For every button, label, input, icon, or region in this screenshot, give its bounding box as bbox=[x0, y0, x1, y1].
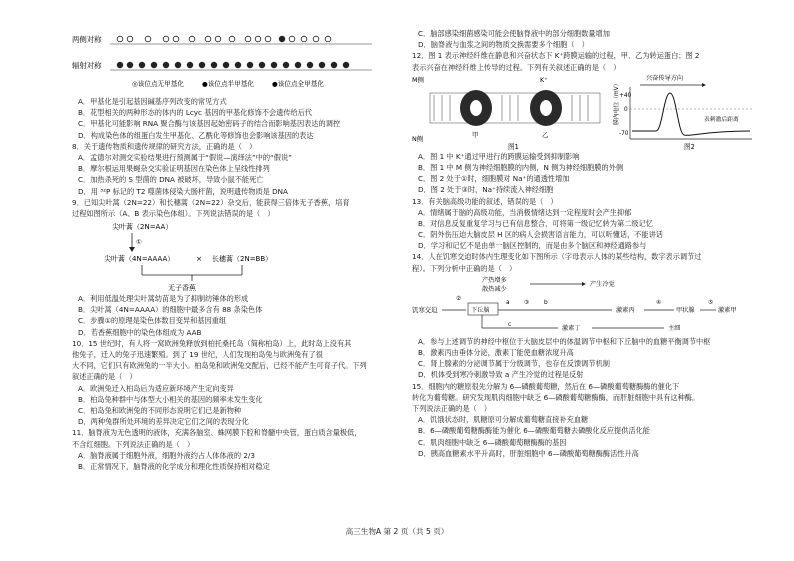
left-column bbox=[72, 28, 392, 472]
q7-option-a[interactable]: A．甲基化是引起基因碱基序列改变的常见方式 bbox=[78, 97, 227, 106]
q14-regulation-figure bbox=[412, 274, 764, 336]
legend-fullmethylated: ●该位点全甲基化 bbox=[272, 80, 324, 88]
fig2-caption: 图2 bbox=[684, 142, 695, 151]
fig1-yi-label: 乙 bbox=[542, 130, 549, 139]
q11-stem-line1: 11．脑脊液为无色透明的液体，充满各脑室、蛛网膜下腔和脊髓中央管，蛋白质含量极低， bbox=[72, 428, 362, 438]
q14-hormone-jia: 激素甲 bbox=[718, 306, 737, 314]
q9-option-c[interactable]: C．步骤①的原理是染色体数目变异和基因重组 bbox=[78, 316, 227, 326]
q11-stem-line2: 不含红细胞。下列说法正确的是（ ） bbox=[72, 439, 195, 449]
fig2-action-potential-curve bbox=[632, 93, 750, 135]
methylation-figure bbox=[72, 28, 392, 96]
legend-unmethylated: ◎该位点无甲基化 bbox=[132, 80, 184, 88]
q12-stem-line2: 表示兴奋在神经纤维上传导的过程。下列有关叙述正确的是（ ） bbox=[412, 62, 621, 72]
q9-fig-times: × bbox=[196, 254, 203, 264]
fig1-lipid-heads bbox=[434, 95, 588, 121]
q12-stem-line1: 12．图 1 表示神经纤维在静息和兴奋状态下 K⁺跨膜运输的过程，甲、乙为转运蛋白；图 2 bbox=[412, 51, 700, 61]
row1-sites bbox=[117, 36, 331, 42]
q9-fig-top: 尖叶蒿（2N=AA） bbox=[112, 223, 173, 232]
fig2-direction-label: 兴奋传导方向 bbox=[646, 74, 684, 82]
row2-sites bbox=[117, 62, 349, 68]
q14-letter-c: c bbox=[508, 321, 512, 328]
q14-hunger-cold: 饥寒交迫 bbox=[412, 305, 438, 314]
fig1-membrane-area bbox=[430, 93, 600, 123]
fig1-n-side-label: N侧 bbox=[412, 134, 424, 143]
fig2-direction-arrowhead bbox=[702, 83, 706, 87]
q15-stem-line1: 15．细胞内的糖原很先分解为 6—磷酸葡萄糖，然后在 6—磷酸葡萄糖酶酶的催化下 bbox=[412, 381, 680, 391]
methylation-diagram bbox=[72, 28, 392, 96]
q14-option-a[interactable]: A．参与上述调节的神经中枢位于大脑皮层中的体温调节中枢和下丘脑中的血糖平衡调节中枢 bbox=[418, 336, 711, 346]
fig1-channel-jia-pore bbox=[470, 100, 482, 116]
q15-stem-line3: 下列说法正确的是（ ） bbox=[412, 403, 492, 413]
q11-option-b[interactable]: B．正常情况下，脑脊液的化学成分和理化性质保持相对稳定 bbox=[78, 461, 270, 471]
q12-figures bbox=[412, 73, 764, 151]
q9-fig-mid-left: 尖叶蒿（4N=AAAA） bbox=[104, 255, 175, 264]
fig2-tick-minus70: -70 bbox=[619, 130, 629, 137]
q13-option-a[interactable]: A．情绪属于脑的高级功能，当消极情绪达到一定程度时会产生抑郁 bbox=[418, 207, 632, 217]
q12-membrane-diagrams bbox=[412, 73, 764, 151]
q8-option-d[interactable]: D．用 ³²P 标记的 T2 噬菌体侵染大肠杆菌，说明遗传物质是 DNA bbox=[78, 186, 288, 196]
fig2-ylabel: 膜内电位（mV） bbox=[614, 80, 620, 125]
fig1-m-side-label: M侧 bbox=[412, 75, 424, 84]
q9-fig-mid-right: 长穗蒿（2N=BB） bbox=[212, 255, 273, 264]
fig1-channel-yi-pore bbox=[540, 100, 552, 116]
q13-option-b[interactable]: B．对信息反复重复学习与已有信息整合，可将第一级记忆转为第二级记忆 bbox=[418, 218, 653, 228]
q14-hormone-bing: 激素丙 bbox=[616, 306, 635, 314]
q13-option-c[interactable]: C．阴外伤压迫大脑皮层 H 区的病人会损害语言能力，可以听懂话，不能讲话 bbox=[418, 230, 663, 240]
q14-marker-4: ④ bbox=[656, 299, 662, 306]
q15-option-b[interactable]: B．6—磷酸葡萄糖酶酶能为催化 6—磷酸葡萄糖去磷酸化反应提供活化能 bbox=[418, 426, 650, 436]
q10-stem-line1: 10．15 世纪时，有人将一窝欧洲兔释放到柏托桑托岛（简称柏岛）上，此时岛上没有其 bbox=[72, 338, 352, 348]
q14-flow-diagram bbox=[412, 274, 764, 336]
q14-stem-line1: 14．人在饥寒交迫时体内生理变化如下图所示（字母表示人体的某些结构，数字表示调节过 bbox=[412, 252, 702, 262]
row2-label: 辐射对称 bbox=[72, 61, 102, 70]
fig1-jia-label: 甲 bbox=[472, 130, 479, 139]
legend-hemimethylated: ●该位点半甲基化 bbox=[202, 80, 254, 88]
question-9 bbox=[72, 197, 392, 338]
q11-option-a[interactable]: A．脑脊液属于细胞外液，细胞外液约占人体体液的 2/3 bbox=[78, 450, 255, 460]
q14-stem-line2: 程）。下列分析中正确的是（ ） bbox=[412, 263, 517, 273]
q9-option-d[interactable]: D．若香蕉细胞中的染色体组成为 AAB bbox=[78, 327, 202, 337]
q10-stem-line3: 大不同，它们只有欧洲兔的一半大小。柏岛兔和欧洲兔交配后，已经不能产生可育子代。下列 bbox=[72, 361, 367, 371]
q14-option-b[interactable]: B．激素丙由垂体分泌，激素丁能使血糖浓度升高 bbox=[418, 348, 574, 357]
q12-option-b[interactable]: B．图 1 中 M 侧为神经细胞膜的内侧，N 侧为神经细胞膜的外侧 bbox=[418, 162, 624, 172]
q9-option-a[interactable]: A．利用低温处理尖叶蒿幼苗是为了抑制纺锤体的形成 bbox=[78, 294, 249, 304]
question-8 bbox=[72, 141, 392, 197]
q14-marker-5: ⑤ bbox=[708, 299, 714, 306]
q9-step-marker: ① bbox=[136, 238, 142, 247]
q7-option-d[interactable]: D．构成染色体的组蛋白发生甲基化、乙酰化等修饰也会影响该基因的表达 bbox=[78, 130, 314, 140]
q13-stem: 13．有关脑高级功能的叙述，错误的是（ ） bbox=[412, 196, 558, 206]
q14-letter-b: b bbox=[544, 299, 548, 306]
q13-option-d[interactable]: D．学习和记忆不是由单一脑区控制的，而是由多个脑区和神经通路参与 bbox=[418, 241, 647, 251]
fig1-caption: 图1 bbox=[508, 142, 519, 151]
q11-option-c[interactable]: C．脑部感染细菌感染可能会使脑脊液中的部分细胞数量增加 bbox=[418, 29, 610, 38]
q9-arrowhead bbox=[129, 247, 135, 252]
q15-option-a[interactable]: A．饥饿状态时，肌糖原可分解成葡萄糖直接补充血糖 bbox=[418, 415, 589, 425]
q12-fig2 bbox=[612, 74, 752, 151]
q12-option-c[interactable]: C．图 2 处于①时，细胞膜对 Na⁺的通透性增加 bbox=[418, 174, 570, 184]
q14-thyroid: 甲状腺 bbox=[676, 306, 695, 314]
q10-option-b[interactable]: B．柏岛兔种群中与体型大小相关的基因的频率未发生变化 bbox=[78, 394, 263, 404]
q12-option-a[interactable]: A．图 1 中 K⁺通过甲进行的跨膜运输受到抑制影响 bbox=[418, 151, 580, 161]
q14-option-c[interactable]: C．肾上腺素的分泌调节属于分级调节，也存在反馈调节机制 bbox=[418, 359, 610, 369]
q9-breeding-diagram bbox=[72, 219, 392, 293]
q11-option-d[interactable]: D．脑脊液与血浆之间的物质交换需要多个细胞（ ） bbox=[418, 40, 589, 50]
question-15 bbox=[412, 381, 764, 459]
q9-stem-line2: 过程如图所示（A、B 表示染色体组）。下列说法错误的是（ ） bbox=[72, 208, 275, 218]
fig2-tick-zero: 0 bbox=[624, 106, 628, 113]
q14-target: 主细 bbox=[668, 324, 681, 332]
q9-option-b[interactable]: B．尖叶蒿（4N=AAAA）的细胞中最多含有 88 条染色体 bbox=[78, 305, 263, 315]
q8-option-b[interactable]: B．摩尔根运用果蝇杂交实验证明基因在染色体上呈线性排列 bbox=[78, 164, 270, 174]
q8-stem: 8．关于遗传物质和遗传规律的研究方法，正确的是（ ） bbox=[72, 141, 257, 151]
q7-option-c[interactable]: C．甲基化可能影响 RNA 聚合酶与该基因起始密码子的结合而影响基因表达的调控 bbox=[78, 119, 341, 129]
q10-option-a[interactable]: A．欧洲兔迁入柏岛后为适应新环境产生定向变异 bbox=[78, 383, 234, 393]
q7-option-b[interactable]: B．花型相关的两种形态的体内的 Lcyc 基因的甲基化修饰不会遗传给后代 bbox=[78, 108, 313, 118]
q11-continued bbox=[412, 28, 764, 50]
q14-arrowhead-top bbox=[582, 282, 586, 286]
q8-option-c[interactable]: C．加热杀死的 S 型菌的 DNA 被破坏，导致小鼠不能死亡 bbox=[78, 175, 264, 185]
question-12 bbox=[412, 50, 764, 195]
q12-option-d[interactable]: D．图 2 处于③时，Na⁺持续流入神经细胞 bbox=[418, 185, 554, 195]
fig2-tick-plus40: +40 bbox=[619, 92, 632, 99]
q8-option-a[interactable]: A．孟德尔对测交实验结果进行预测属于“假说—演绎法”中的“假说” bbox=[78, 152, 292, 162]
q12-fig1 bbox=[412, 75, 600, 151]
question-13 bbox=[412, 196, 764, 252]
q9-breeding-figure bbox=[72, 219, 392, 293]
q9-fig-bottom: 无子香蕉 bbox=[168, 284, 196, 293]
q10-stem-line4: 叙述正确的是（ ） bbox=[72, 372, 137, 382]
q14-marker-3: ③ bbox=[524, 299, 530, 306]
q14-heat-down: 散热减少 bbox=[482, 285, 507, 293]
q10-option-d[interactable]: D．两种兔群所处环境的差异决定它们之间的表现分化 bbox=[78, 417, 249, 427]
q15-option-d[interactable]: D．胰高血糖素水平升高时，肝脏细胞中 6—磷酸葡萄糖酶酶活性升高 bbox=[418, 448, 639, 458]
page-footer: 高三生物A 第 2 页（共 5 页） bbox=[345, 527, 449, 536]
fig1-k-ion-label: K⁺ bbox=[540, 75, 548, 84]
q10-option-c[interactable]: C．柏岛兔和欧洲兔的不同形态说明它们已是新物种 bbox=[78, 405, 242, 415]
fig2-annotation: 表刺激后距离 bbox=[704, 116, 739, 123]
q15-option-c[interactable]: C．肌肉细胞中缺乏 6—磷酸葡萄糖酶酶的基因 bbox=[418, 437, 567, 447]
q14-hormone-ding: 激素丁 bbox=[562, 324, 581, 332]
q14-hypothalamus: 下丘脑 bbox=[471, 306, 490, 314]
q14-heat-up: 产热增多 bbox=[482, 276, 507, 284]
question-11 bbox=[72, 427, 392, 472]
q14-letter-a: a bbox=[506, 299, 510, 306]
question-14 bbox=[412, 251, 764, 380]
q14-cold-sense: 产生冷觉 bbox=[590, 280, 615, 288]
right-column bbox=[412, 28, 764, 459]
q14-option-d[interactable]: D．机体受到寒冷刺激导致 a 产生冷觉的过程是反射 bbox=[418, 370, 584, 380]
q14-marker-2: ② bbox=[456, 295, 462, 302]
q10-stem-line2: 他兔子，迁入的兔子迅速繁殖。到了 19 世纪，人们发现柏岛兔与欧洲兔有了很 bbox=[72, 350, 323, 359]
q7-options bbox=[72, 96, 392, 141]
row1-label: 两侧对称 bbox=[72, 35, 102, 44]
q15-stem-line2: 转化为葡萄糖。研究发现肌肉细胞中缺乏 6—磷酸葡萄糖酶酶，而肝脏细胞中具有这种酶。 bbox=[412, 392, 700, 402]
question-10 bbox=[72, 338, 392, 428]
q9-stem-line1: 9．已知尖叶蒿（2N=22）和长穗蒿（2N=22）杂交后，能获得三倍体无子香蕉，培育 bbox=[72, 197, 350, 207]
